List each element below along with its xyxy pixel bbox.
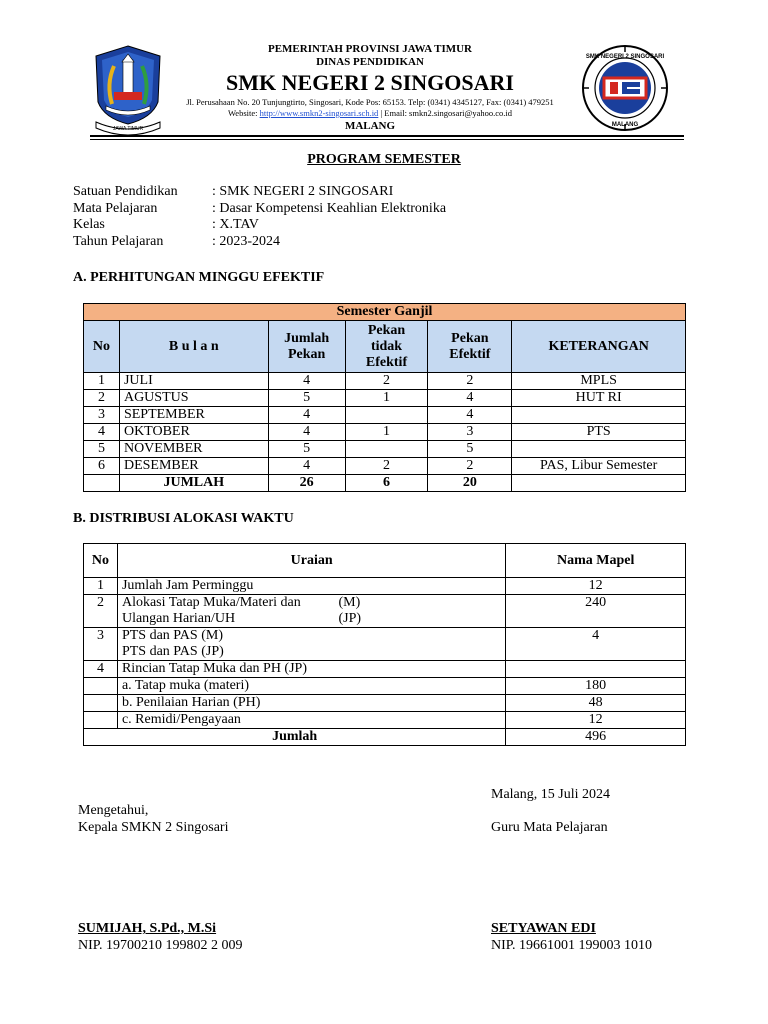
table-row: [84, 695, 686, 712]
info-row: [73, 184, 446, 201]
table-row: [84, 390, 686, 407]
teacher-title: Guru Mata Pelajaran: [491, 820, 608, 835]
info-value: : 2023-2024: [212, 233, 281, 249]
uraian-line: PTS dan PAS (JP): [121, 644, 224, 659]
table-row: [84, 595, 686, 628]
cell-efektif: 4: [428, 407, 512, 424]
table-row: [84, 628, 686, 661]
headmaster-name: SUMIJAH, S.Pd., M.Si: [78, 921, 217, 936]
cell-bulan: JULI: [119, 373, 268, 390]
email-text: | Email: smkn2.singosari@yahoo.co.id: [380, 108, 513, 118]
website-label: Website:: [227, 108, 258, 118]
table-row: [84, 661, 686, 678]
cell-value: 240: [506, 595, 686, 628]
col-uraian: Uraian: [117, 544, 505, 578]
col-tidak-l1: Pekan: [367, 322, 406, 338]
cell-jumlah: 5: [268, 441, 345, 458]
jatim-logo-text: JAWA TIMUR: [112, 126, 144, 132]
cell-tidak: 1: [345, 390, 428, 407]
cell-no: 2: [84, 390, 120, 407]
effective-weeks-table: [83, 303, 686, 492]
total-value: 496: [506, 729, 686, 746]
school-contact: [165, 108, 575, 119]
col-nama-mapel: Nama Mapel: [506, 544, 686, 578]
uraian-line: [122, 595, 501, 611]
cell-tidak: [345, 407, 428, 424]
cell-tidak: 1: [345, 424, 428, 441]
table-row: [84, 458, 686, 475]
info-value: : X.TAV: [212, 217, 259, 232]
cell-uraian: Jumlah Jam Perminggu: [117, 578, 505, 595]
cell-value: 48: [506, 695, 686, 712]
cell-jumlah: 5: [268, 390, 345, 407]
cell-efektif: 3: [428, 424, 512, 441]
cell-no: 1: [84, 578, 118, 595]
cell-no: 5: [84, 441, 120, 458]
cell-ket: [512, 407, 686, 424]
col-efektif: [428, 321, 512, 373]
col-tidak-l2: tidak: [370, 338, 403, 354]
headmaster-title: Kepala SMKN 2 Singosari: [78, 820, 229, 835]
col-tidak-l3: Efektif: [365, 354, 408, 370]
place-date: Malang, 15 Juli 2024: [491, 787, 610, 802]
total-jumlah: 26: [268, 475, 345, 492]
section-b-title: B. DISTRIBUSI ALOKASI WAKTU: [73, 511, 294, 526]
cell-no: 3: [84, 628, 118, 661]
total-row: [84, 475, 686, 492]
table-header-row: [84, 544, 686, 578]
header-line1: PEMERINTAH PROVINSI JAWA TIMUR: [267, 43, 473, 55]
info-row: [73, 217, 446, 234]
cell-ket: PAS, Libur Semester: [512, 458, 686, 475]
school-logo-text: SMK NEGERI 2 SINGOSARI: [585, 54, 665, 60]
total-tidak: 6: [345, 475, 428, 492]
col-efektif-l2: Efektif: [449, 346, 491, 362]
cell-value: 180: [506, 678, 686, 695]
section-a-title: A. PERHITUNGAN MINGGU EFEKTIF: [73, 270, 325, 285]
info-value: : SMK NEGERI 2 SINGOSARI: [212, 184, 394, 199]
info-row: [73, 234, 446, 251]
info-block: [73, 184, 446, 250]
cell-no: 2: [84, 595, 118, 628]
school-logo-bottom: MALANG: [611, 122, 639, 128]
cell-bulan: SEPTEMBER: [119, 407, 268, 424]
cell-bulan: DESEMBER: [119, 458, 268, 475]
cell-tidak: 2: [345, 458, 428, 475]
cell-efektif: 2: [428, 373, 512, 390]
total-row: [84, 729, 686, 746]
total-label: Jumlah: [84, 729, 506, 746]
cell-value: 12: [506, 712, 686, 729]
cell-no: 3: [84, 407, 120, 424]
cell-no: [84, 678, 118, 695]
cell-efektif: 2: [428, 458, 512, 475]
col-tidak-efektif: [345, 321, 428, 373]
cell-no: 4: [84, 424, 120, 441]
acknowledged-label: Mengetahui,: [78, 803, 149, 818]
table-header-row: [84, 321, 686, 373]
cell-empty: [512, 475, 686, 492]
col-efektif-l1: Pekan: [451, 330, 489, 346]
school-address: Jl. Perusahaan No. 20 Tunjungtirto, Singosari, Kode Pos: 65153. Telp: (0341) 4345127, Fax: (0341) 479251: [186, 97, 554, 107]
semester-label: Semester Ganjil: [84, 304, 686, 321]
uraian-tag: (M): [338, 595, 361, 610]
info-label: Tahun Pelajaran: [73, 233, 164, 249]
info-row: [73, 201, 446, 218]
info-label: Satuan Pendidikan: [73, 184, 178, 199]
info-label: Mata Pelajaran: [73, 200, 158, 216]
cell-empty: [84, 475, 120, 492]
uraian-text: Alokasi Tatap Muka/Materi dan: [121, 595, 301, 610]
teacher-nip: NIP. 19661001 199003 1010: [491, 938, 653, 953]
total-label: JUMLAH: [119, 475, 268, 492]
cell-tidak: [345, 441, 428, 458]
cell-uraian: c. Remidi/Pengayaan: [117, 712, 505, 729]
table-row: [84, 424, 686, 441]
cell-ket: PTS: [512, 424, 686, 441]
col-jumlah-l2: Pekan: [287, 346, 326, 362]
semester-row: [84, 304, 686, 321]
col-jumlah: [268, 321, 345, 373]
cell-ket: [512, 441, 686, 458]
cell-no: 6: [84, 458, 120, 475]
info-value: : Dasar Kompetensi Keahlian Elektronika: [212, 200, 447, 216]
cell-bulan: OKTOBER: [119, 424, 268, 441]
header-city: MALANG: [344, 120, 396, 132]
cell-efektif: 4: [428, 390, 512, 407]
cell-no: 1: [84, 373, 120, 390]
cell-uraian: Rincian Tatap Muka dan PH (JP): [117, 661, 505, 678]
cell-uraian: b. Penilaian Harian (PH): [117, 695, 505, 712]
cell-jumlah: 4: [268, 407, 345, 424]
uraian-text: Ulangan Harian/UH: [121, 611, 236, 626]
info-label: Kelas: [73, 217, 105, 232]
cell-efektif: 5: [428, 441, 512, 458]
header-line2: DINAS PENDIDIKAN: [316, 56, 424, 68]
table-row: [84, 407, 686, 424]
cell-jumlah: 4: [268, 424, 345, 441]
cell-uraian: [117, 595, 505, 628]
time-allocation-table: [83, 543, 686, 746]
cell-value: 4: [506, 628, 686, 661]
cell-bulan: AGUSTUS: [119, 390, 268, 407]
col-no: No: [84, 321, 120, 373]
uraian-line: PTS dan PAS (M): [121, 628, 223, 643]
table-row: [84, 373, 686, 390]
cell-uraian: a. Tatap muka (materi): [117, 678, 505, 695]
cell-value: 12: [506, 578, 686, 595]
cell-jumlah: 4: [268, 458, 345, 475]
cell-no: [84, 712, 118, 729]
website-link[interactable]: http://www.smkn2-singosari.sch.id: [259, 108, 379, 118]
school-name: SMK NEGERI 2 SINGOSARI: [226, 70, 514, 95]
document-title: PROGRAM SEMESTER: [307, 152, 461, 167]
col-keterangan: KETERANGAN: [512, 321, 686, 373]
cell-value: [506, 661, 686, 678]
header-rule-thin: [90, 139, 684, 140]
cell-no: 4: [84, 661, 118, 678]
cell-ket: HUT RI: [512, 390, 686, 407]
cell-uraian: [117, 628, 505, 661]
col-bulan: B u l a n: [119, 321, 268, 373]
table-row: [84, 712, 686, 729]
cell-ket: MPLS: [512, 373, 686, 390]
table-row: [84, 441, 686, 458]
cell-jumlah: 4: [268, 373, 345, 390]
header-rule-thick: [90, 135, 684, 137]
teacher-name: SETYAWAN EDI: [491, 921, 596, 936]
total-efektif: 20: [428, 475, 512, 492]
headmaster-nip: NIP. 19700210 199802 2 009: [78, 938, 243, 953]
cell-bulan: NOVEMBER: [119, 441, 268, 458]
table-row: [84, 578, 686, 595]
cell-no: [84, 695, 118, 712]
cell-tidak: 2: [345, 373, 428, 390]
school-logo: [580, 44, 670, 132]
uraian-line: [122, 611, 501, 627]
col-no: No: [84, 544, 118, 578]
uraian-tag: (JP): [338, 611, 362, 626]
table-row: [84, 678, 686, 695]
col-jumlah-l1: Jumlah: [284, 330, 330, 346]
